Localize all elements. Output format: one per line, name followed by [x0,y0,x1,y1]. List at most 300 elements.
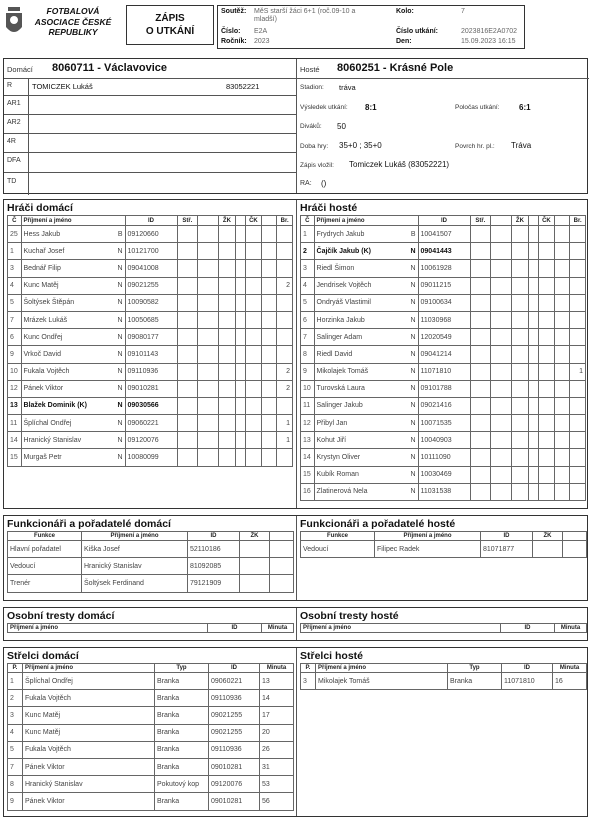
table-cell [277,346,293,363]
table-cell: Branka [155,793,209,810]
table-cell [470,466,491,483]
table-cell: 4 [301,277,315,294]
table-cell: 11030968 [418,311,470,328]
away-label: Hosté [300,65,320,74]
table-cell [570,226,586,243]
table-cell [539,311,555,328]
table-cell: N [115,380,125,397]
table-row [301,243,586,260]
table-cell [512,329,529,346]
table-cell: Hlavní pořadatel [8,541,82,558]
table-cell [539,449,555,466]
home-players-table [7,215,293,467]
table-cell [177,397,198,414]
table-cell: 10090582 [125,294,177,311]
table-cell: 3 [8,260,22,277]
table-cell [198,260,219,277]
table-cell: Branka [155,741,209,758]
kolo-label: Kolo: [396,8,414,15]
table-cell [246,226,262,243]
table-cell [528,415,538,432]
table-cell: 52110186 [188,541,240,558]
table-cell [277,226,293,243]
table-cell: N [408,243,418,260]
table-cell [554,243,570,260]
table-cell [219,363,236,380]
table-cell: Šoltýsek Ferdinand [82,575,188,592]
table-cell: 20 [260,724,294,741]
table-cell [491,294,512,311]
doba-val: 35+0 ; 35+0 [339,141,382,150]
table-cell [246,415,262,432]
table-cell: 9 [8,346,22,363]
table-cell: N [408,346,418,363]
table-cell [261,277,277,294]
col-name: Příjmení a jméno [23,664,155,673]
away-players-title: Hráči hosté [300,202,358,214]
table-cell: N [115,397,125,414]
table-row [301,329,586,346]
table-cell: 2 [277,380,293,397]
table-cell [261,243,277,260]
table-cell [219,226,236,243]
table-row [8,558,294,575]
table-cell: Mikolajek Tomáš [316,673,448,690]
table-row [301,260,586,277]
den-val: 15.09.2023 16:15 [461,38,516,45]
table-cell [177,226,198,243]
table-cell [240,541,270,558]
table-cell: 6 [8,329,22,346]
table-row [301,432,586,449]
table-cell: Krystyn Oliver [314,449,408,466]
povrch-val: Tráva [511,141,532,150]
col-st: Stř. [470,216,491,226]
table-cell: Kohut Jiří [314,432,408,449]
table-cell: 12020549 [418,329,470,346]
zapis-val: Tomiczek Lukáš (83052221) [349,160,450,169]
table-cell: 09021416 [418,397,470,414]
table-cell: 10030469 [418,466,470,483]
table-cell [177,363,198,380]
table-cell [177,346,198,363]
table-cell: N [115,294,125,311]
table-cell [235,243,245,260]
table-cell: 1 [277,415,293,432]
table-cell [554,397,570,414]
table-cell: N [408,466,418,483]
table-cell [270,558,294,575]
table-cell: 15 [8,449,22,466]
table-cell: 11071810 [502,673,553,690]
table-cell [198,311,219,328]
table-cell [246,277,262,294]
table-cell [470,226,491,243]
table-cell: 2 [301,243,315,260]
table-cell [219,432,236,449]
col-minuta: Minuta [553,664,587,673]
table-cell: 09041443 [418,243,470,260]
col-ck: ČK [246,216,262,226]
table-cell [219,294,236,311]
table-cell [528,449,538,466]
table-cell: Fukala Vojtěch [21,363,115,380]
official-code: DFA [7,157,21,164]
table-cell: Pokutový kop [155,776,209,793]
table-cell [246,363,262,380]
table-cell [570,483,586,500]
table-row [8,294,293,311]
players-section [3,199,588,509]
away-players-table [300,215,586,501]
table-cell [470,380,491,397]
table-cell [528,432,538,449]
table-cell: 09080177 [125,329,177,346]
away-trest-table [300,623,587,633]
table-cell: 11031538 [418,483,470,500]
table-cell: Salinger Jakub [314,397,408,414]
table-row [8,415,293,432]
table-cell [491,397,512,414]
table-cell [554,311,570,328]
table-cell [470,277,491,294]
table-cell: N [408,432,418,449]
table-cell [539,397,555,414]
away-strel-title: Střelci hosté [300,650,364,662]
table-cell: Frydrych Jakub [314,226,408,243]
table-cell [554,432,570,449]
table-cell [240,575,270,592]
col-name: Příjmení a jméno [316,664,448,673]
home-label: Domácí [7,65,33,74]
table-cell: 09010281 [209,793,260,810]
table-cell [491,363,512,380]
col-name: Příjmení a jméno [82,532,188,541]
table-cell [198,346,219,363]
table-cell: Pánek Viktor [23,793,155,810]
table-cell [261,226,277,243]
table-cell [219,380,236,397]
table-cell [554,329,570,346]
table-cell [528,243,538,260]
table-row [301,449,586,466]
table-cell: 09100634 [418,294,470,311]
home-func-table [7,531,294,593]
table-cell: 5 [301,294,315,311]
table-cell [491,380,512,397]
table-cell [512,260,529,277]
table-cell: 15 [301,466,315,483]
table-cell [219,449,236,466]
table-cell: N [408,294,418,311]
table-row [8,277,293,294]
table-cell [270,575,294,592]
table-cell: Vrkoč David [21,346,115,363]
cislo-val: E2A [254,28,268,35]
table-cell [235,311,245,328]
col-typ: Typ [155,664,209,673]
table-cell: 1 [301,226,315,243]
official-code: TD [7,178,17,185]
table-cell [277,243,293,260]
table-cell: 5 [8,741,23,758]
table-cell [198,226,219,243]
table-cell: 1 [8,673,23,690]
table-row [8,329,293,346]
table-cell [235,329,245,346]
col-id: ID [481,532,533,541]
table-cell [198,415,219,432]
table-cell: Vedoucí [8,558,82,575]
table-cell: 09010281 [125,380,177,397]
table-cell: 25 [8,226,22,243]
table-cell: N [408,397,418,414]
table-cell: 13 [260,673,294,690]
table-cell [235,346,245,363]
table-cell: Kunc Matěj [23,707,155,724]
table-cell: Branka [155,673,209,690]
table-cell [198,329,219,346]
table-cell [235,415,245,432]
table-cell: N [115,415,125,432]
table-cell: 11 [301,397,315,414]
col-name: Příjmení a jméno [21,216,125,226]
table-cell: 9 [301,363,315,380]
table-cell: 81092085 [188,558,240,575]
table-cell [246,346,262,363]
table-cell [246,294,262,311]
cu-val: 2023816E2A0702 [461,28,518,35]
table-cell [246,243,262,260]
table-row [8,380,293,397]
table-row [8,243,293,260]
table-cell [246,397,262,414]
table-cell [277,311,293,328]
zapis-label: Zápis vložil: [300,162,334,169]
table-cell [512,243,529,260]
table-cell [539,243,555,260]
table-cell: Hranický Stanislav [82,558,188,575]
table-cell [528,311,538,328]
home-players-title: Hráči domácí [7,202,73,214]
match-info [3,58,588,194]
table-row [301,483,586,500]
table-cell: N [408,329,418,346]
table-cell [235,226,245,243]
table-row [8,311,293,328]
table-cell [491,243,512,260]
table-cell [277,294,293,311]
table-cell [512,346,529,363]
table-cell: Pánek Viktor [21,380,115,397]
table-cell [177,294,198,311]
table-cell [491,466,512,483]
table-cell [219,311,236,328]
table-row [301,541,587,558]
col-funkce: Funkce [301,532,375,541]
col-id: ID [208,624,262,633]
table-cell [528,277,538,294]
home-team: 8060711 - Václavovice [52,62,167,74]
table-cell [491,311,512,328]
table-cell [198,294,219,311]
table-row [301,226,586,243]
table-cell [261,449,277,466]
table-cell [198,277,219,294]
home-trest-title: Osobní tresty domácí [7,610,115,622]
table-cell: Šplíchal Ondřej [21,415,115,432]
info-box [217,5,525,49]
table-cell: 2 [277,277,293,294]
table-cell [528,483,538,500]
table-cell: 2 [8,690,23,707]
table-row [301,311,586,328]
table-cell: Salinger Adam [314,329,408,346]
table-cell: 09060221 [125,415,177,432]
table-cell [570,277,586,294]
table-row [8,346,293,363]
table-cell: N [115,449,125,466]
table-cell: 10050685 [125,311,177,328]
table-cell [261,329,277,346]
table-row [8,226,293,243]
table-cell: Kunc Matěj [23,724,155,741]
table-cell: N [115,260,125,277]
table-cell [277,449,293,466]
table-cell [246,329,262,346]
table-cell: Kunc Ondřej [21,329,115,346]
table-cell [563,541,587,558]
table-cell: N [115,363,125,380]
table-cell: 1 [277,432,293,449]
table-cell: 10041507 [418,226,470,243]
table-cell: Riedl David [314,346,408,363]
vysledek-label: Výsledek utkání: [300,104,348,111]
table-cell: Fukala Vojtěch [23,690,155,707]
table-cell [470,294,491,311]
title-box: ZÁPIS O UTKÁNÍ [126,5,214,45]
vysledek-val: 8:1 [365,103,377,112]
table-cell: Branka [155,724,209,741]
table-cell [539,226,555,243]
table-cell [177,243,198,260]
table-cell: 09030566 [125,397,177,414]
table-cell [491,483,512,500]
table-cell: 4 [8,277,22,294]
col-zk: ŽK [240,532,270,541]
table-cell [570,329,586,346]
table-cell: 09021255 [209,707,260,724]
table-cell [570,466,586,483]
table-cell: Mikolajek Tomáš [314,363,408,380]
home-strel-table [7,663,294,811]
table-cell [554,466,570,483]
table-cell [528,226,538,243]
table-row [301,294,586,311]
table-cell: Horzinka Jakub [314,311,408,328]
table-row [301,673,587,690]
table-cell: Přibyl Jan [314,415,408,432]
home-func-title: Funkcionáři a pořadatelé domácí [7,518,171,530]
table-cell [470,483,491,500]
table-cell: N [115,329,125,346]
table-cell [570,380,586,397]
table-cell: N [115,311,125,328]
table-cell: 13 [8,397,22,414]
table-cell: N [408,483,418,500]
table-cell [277,260,293,277]
table-cell: Hranický Stanislav [23,776,155,793]
table-cell [528,260,538,277]
table-cell: 09110936 [209,741,260,758]
table-row [8,575,294,592]
col-name: Příjmení a jméno [301,624,501,633]
table-cell: Kubík Roman [314,466,408,483]
away-trest-title: Osobní tresty hosté [300,610,399,622]
func-section [3,515,588,601]
table-cell [219,397,236,414]
table-cell [219,277,236,294]
col-id: ID [125,216,177,226]
table-cell: 14 [301,449,315,466]
den-label: Den: [396,38,412,45]
table-cell: 1 [570,363,586,380]
table-cell: 3 [301,673,316,690]
table-row [8,432,293,449]
col-zk: ŽK [219,216,236,226]
table-row [301,380,586,397]
col-br: Br. [277,216,293,226]
table-cell: 81071877 [481,541,533,558]
table-cell [219,415,236,432]
table-cell: 10 [8,363,22,380]
table-cell: Kiška Josef [82,541,188,558]
ra-label: RA: [300,180,312,187]
table-cell: Vedoucí [301,541,375,558]
table-cell: 10111090 [418,449,470,466]
kolo-val: 7 [461,8,465,15]
table-cell: Riedl Šimon [314,260,408,277]
table-cell [198,243,219,260]
table-cell [570,243,586,260]
table-cell [528,329,538,346]
divaku-label: Diváků: [300,123,322,130]
col-id: ID [209,664,260,673]
table-row [301,466,586,483]
table-cell [219,260,236,277]
col-c: Č [301,216,315,226]
official-name: TOMICZEK Lukáš [32,82,93,91]
table-cell [470,432,491,449]
table-cell [512,415,529,432]
table-row [8,673,294,690]
table-cell [539,363,555,380]
col-p: P. [8,664,23,673]
table-cell [512,226,529,243]
table-cell: N [408,363,418,380]
table-cell [539,483,555,500]
table-cell [219,243,236,260]
table-cell [554,294,570,311]
table-cell [470,260,491,277]
table-row [8,724,294,741]
table-cell [512,380,529,397]
table-cell: 7 [301,329,315,346]
table-cell [554,226,570,243]
table-cell [261,397,277,414]
table-cell [246,311,262,328]
table-cell [470,363,491,380]
